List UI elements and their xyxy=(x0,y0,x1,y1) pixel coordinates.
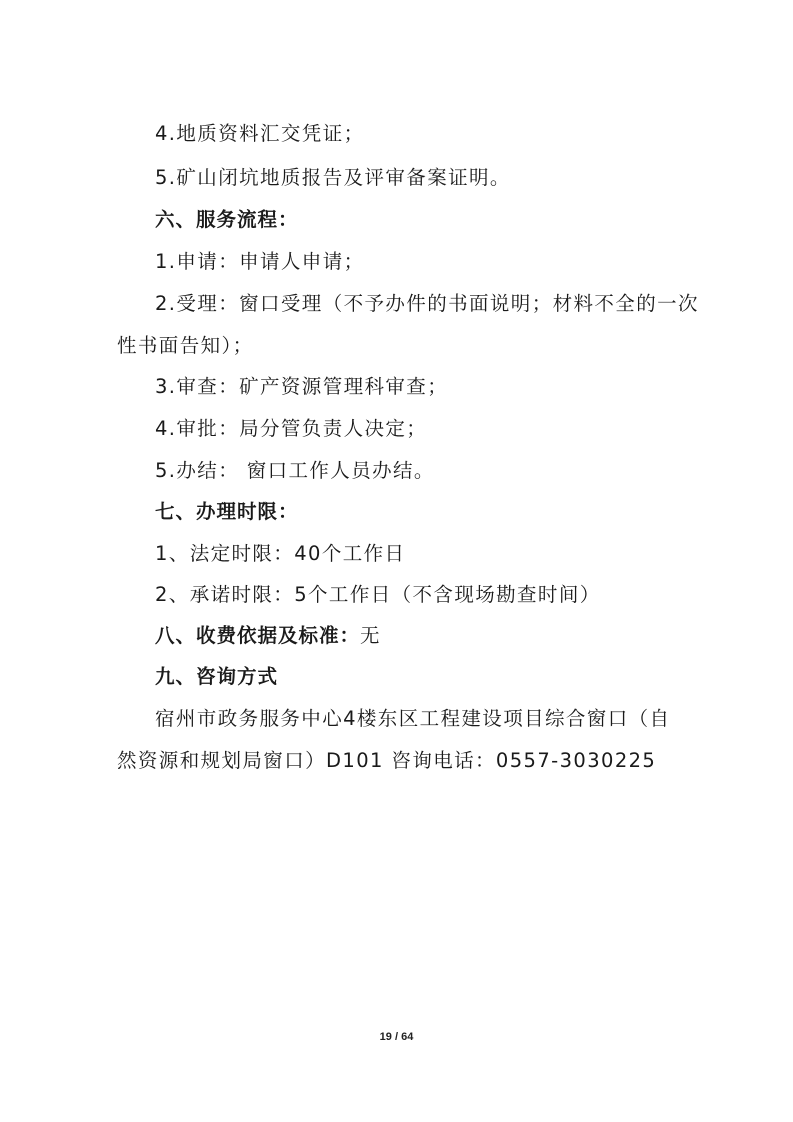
material-item-5: 5.矿山闭坑地质报告及评审备案证明。 xyxy=(155,166,511,189)
section-8-heading-row xyxy=(155,624,381,648)
process-step-2-line-2: 性书面告知）； xyxy=(117,334,254,357)
section-6-heading: 六、服务流程： xyxy=(155,208,299,231)
process-step-4: 4.审批：局分管负责人决定； xyxy=(155,417,428,440)
section-7-heading: 七、办理时限： xyxy=(155,500,299,523)
section-9-heading: 九、咨询方式 xyxy=(155,665,279,688)
page-number: 19 / 64 xyxy=(379,1031,414,1043)
material-item-4: 4.地质资料汇交凭证； xyxy=(155,122,365,145)
process-step-1: 1.申请：申请人申请； xyxy=(155,250,365,273)
process-step-3: 3.审查：矿产资源管理科审查； xyxy=(155,375,449,398)
section-8-heading: 八、收费依据及标准： xyxy=(155,624,361,647)
time-limit-committed: 2、承诺时限：5个工作日（不含现场勘查时间） xyxy=(155,583,601,606)
contact-line-1: 宿州市政务服务中心4楼东区工程建设项目综合窗口（自 xyxy=(155,707,671,730)
process-step-5: 5.办结： 窗口工作人员办结。 xyxy=(155,459,435,482)
process-step-2-line-1: 2.受理：窗口受理（不予办件的书面说明；材料不全的一次 xyxy=(155,292,699,315)
time-limit-statutory: 1、法定时限：40个工作日 xyxy=(155,542,406,565)
fee-value: 无 xyxy=(360,624,381,647)
contact-line-2: 然资源和规划局窗口）D101 咨询电话：0557-3030225 xyxy=(117,749,657,772)
